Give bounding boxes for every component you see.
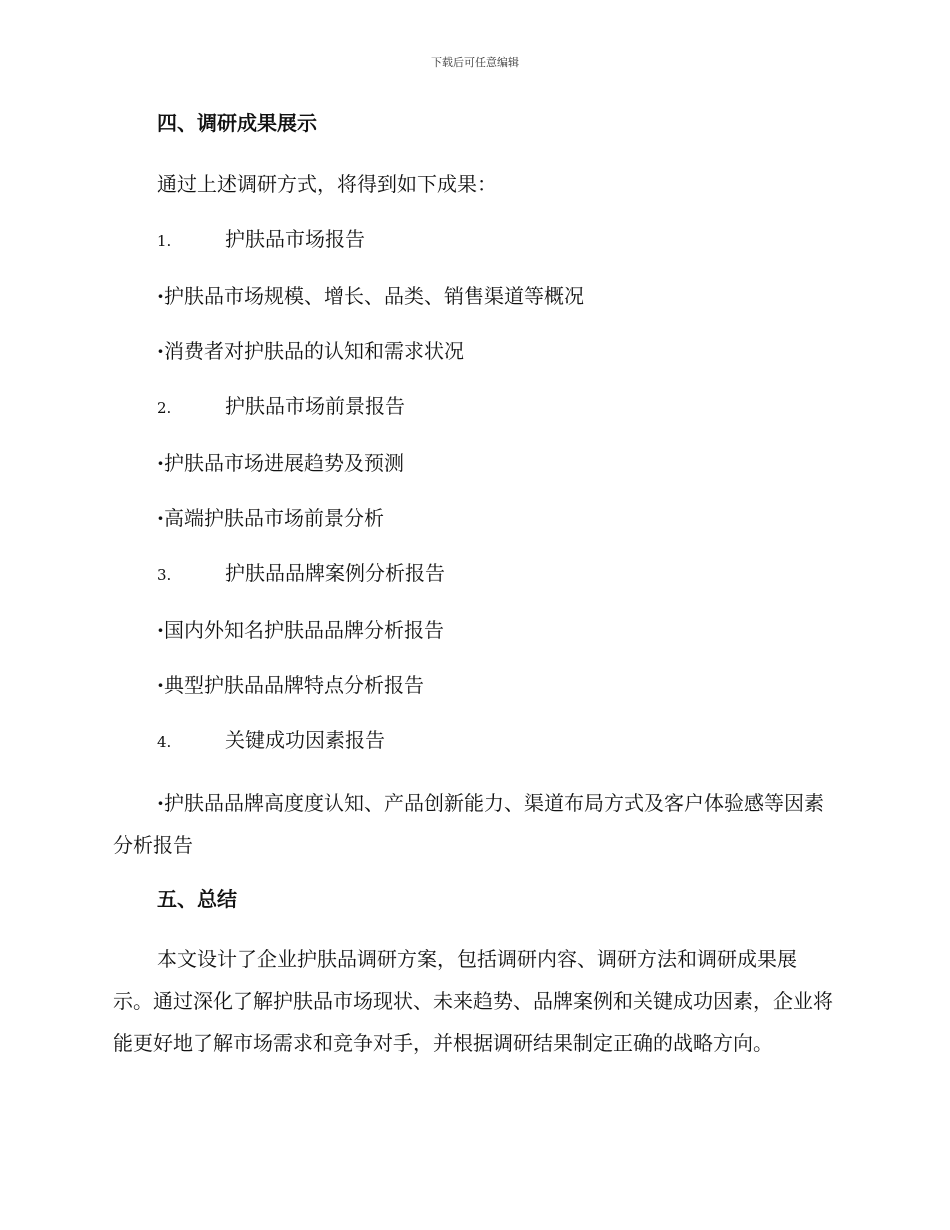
bullet-item: [113, 448, 833, 478]
item-number: 1.: [157, 232, 172, 250]
bullet-text: 消费者对护肤品的认知和需求状况: [163, 339, 464, 363]
bullet-text: 典型护肤品品牌特点分析报告: [163, 673, 424, 697]
item-label: 关键成功因素报告: [225, 728, 385, 752]
section-4-title: 四、调研成果展示: [157, 111, 317, 135]
bullet-text: 护肤品品牌高度度认知、产品创新能力、渠道布局方式及客户体验感等因素分析报告: [113, 791, 824, 857]
bullet-item: [113, 615, 833, 645]
bullet-item: [113, 503, 833, 533]
item-label: 护肤品市场报告: [225, 227, 365, 251]
bullet-item: [113, 281, 833, 311]
bullet-text: 高端护肤品市场前景分析: [163, 506, 384, 530]
numbered-item: [157, 391, 833, 423]
item-number: 2.: [157, 399, 172, 417]
bullet-text: 护肤品市场规模、增长、品类、销售渠道等概况: [163, 284, 584, 308]
bullet-item: [113, 670, 833, 700]
bullet-dot: ·: [157, 618, 164, 642]
bullet-dot: ·: [157, 791, 164, 815]
document-body: [113, 110, 833, 1064]
intro-paragraph: 通过上述调研方式，将得到如下成果：: [157, 172, 497, 196]
summary-paragraph: 本文设计了企业护肤品调研方案，包括调研内容、调研方法和调研成果展示。通过深化了解护肤品市场现状、未来趋势、品牌案例和关键成功因素，企业将能更好地了解市场需求和竞争对手，并根据调研结果制定正确的战略方向。: [113, 947, 833, 1055]
bullet-dot: ·: [157, 339, 164, 363]
numbered-item: [157, 224, 833, 256]
numbered-item: [157, 558, 833, 590]
item-number: 3.: [157, 566, 172, 584]
bullet-dot: ·: [157, 673, 164, 697]
item-number: 4.: [157, 733, 172, 751]
bullet-dot: ·: [157, 284, 164, 308]
bullet-item: [113, 782, 833, 866]
bullet-dot: ·: [157, 451, 164, 475]
section-5-title: 五、总结: [157, 887, 237, 911]
bullet-item: [113, 336, 833, 366]
item-label: 护肤品品牌案例分析报告: [225, 561, 445, 585]
item-label: 护肤品市场前景报告: [225, 394, 405, 418]
numbered-item: [157, 725, 833, 757]
page-header: 下载后可任意编辑: [431, 56, 519, 69]
bullet-text: 国内外知名护肤品品牌分析报告: [163, 618, 444, 642]
bullet-text: 护肤品市场进展趋势及预测: [163, 451, 404, 475]
bullet-dot: ·: [157, 506, 164, 530]
